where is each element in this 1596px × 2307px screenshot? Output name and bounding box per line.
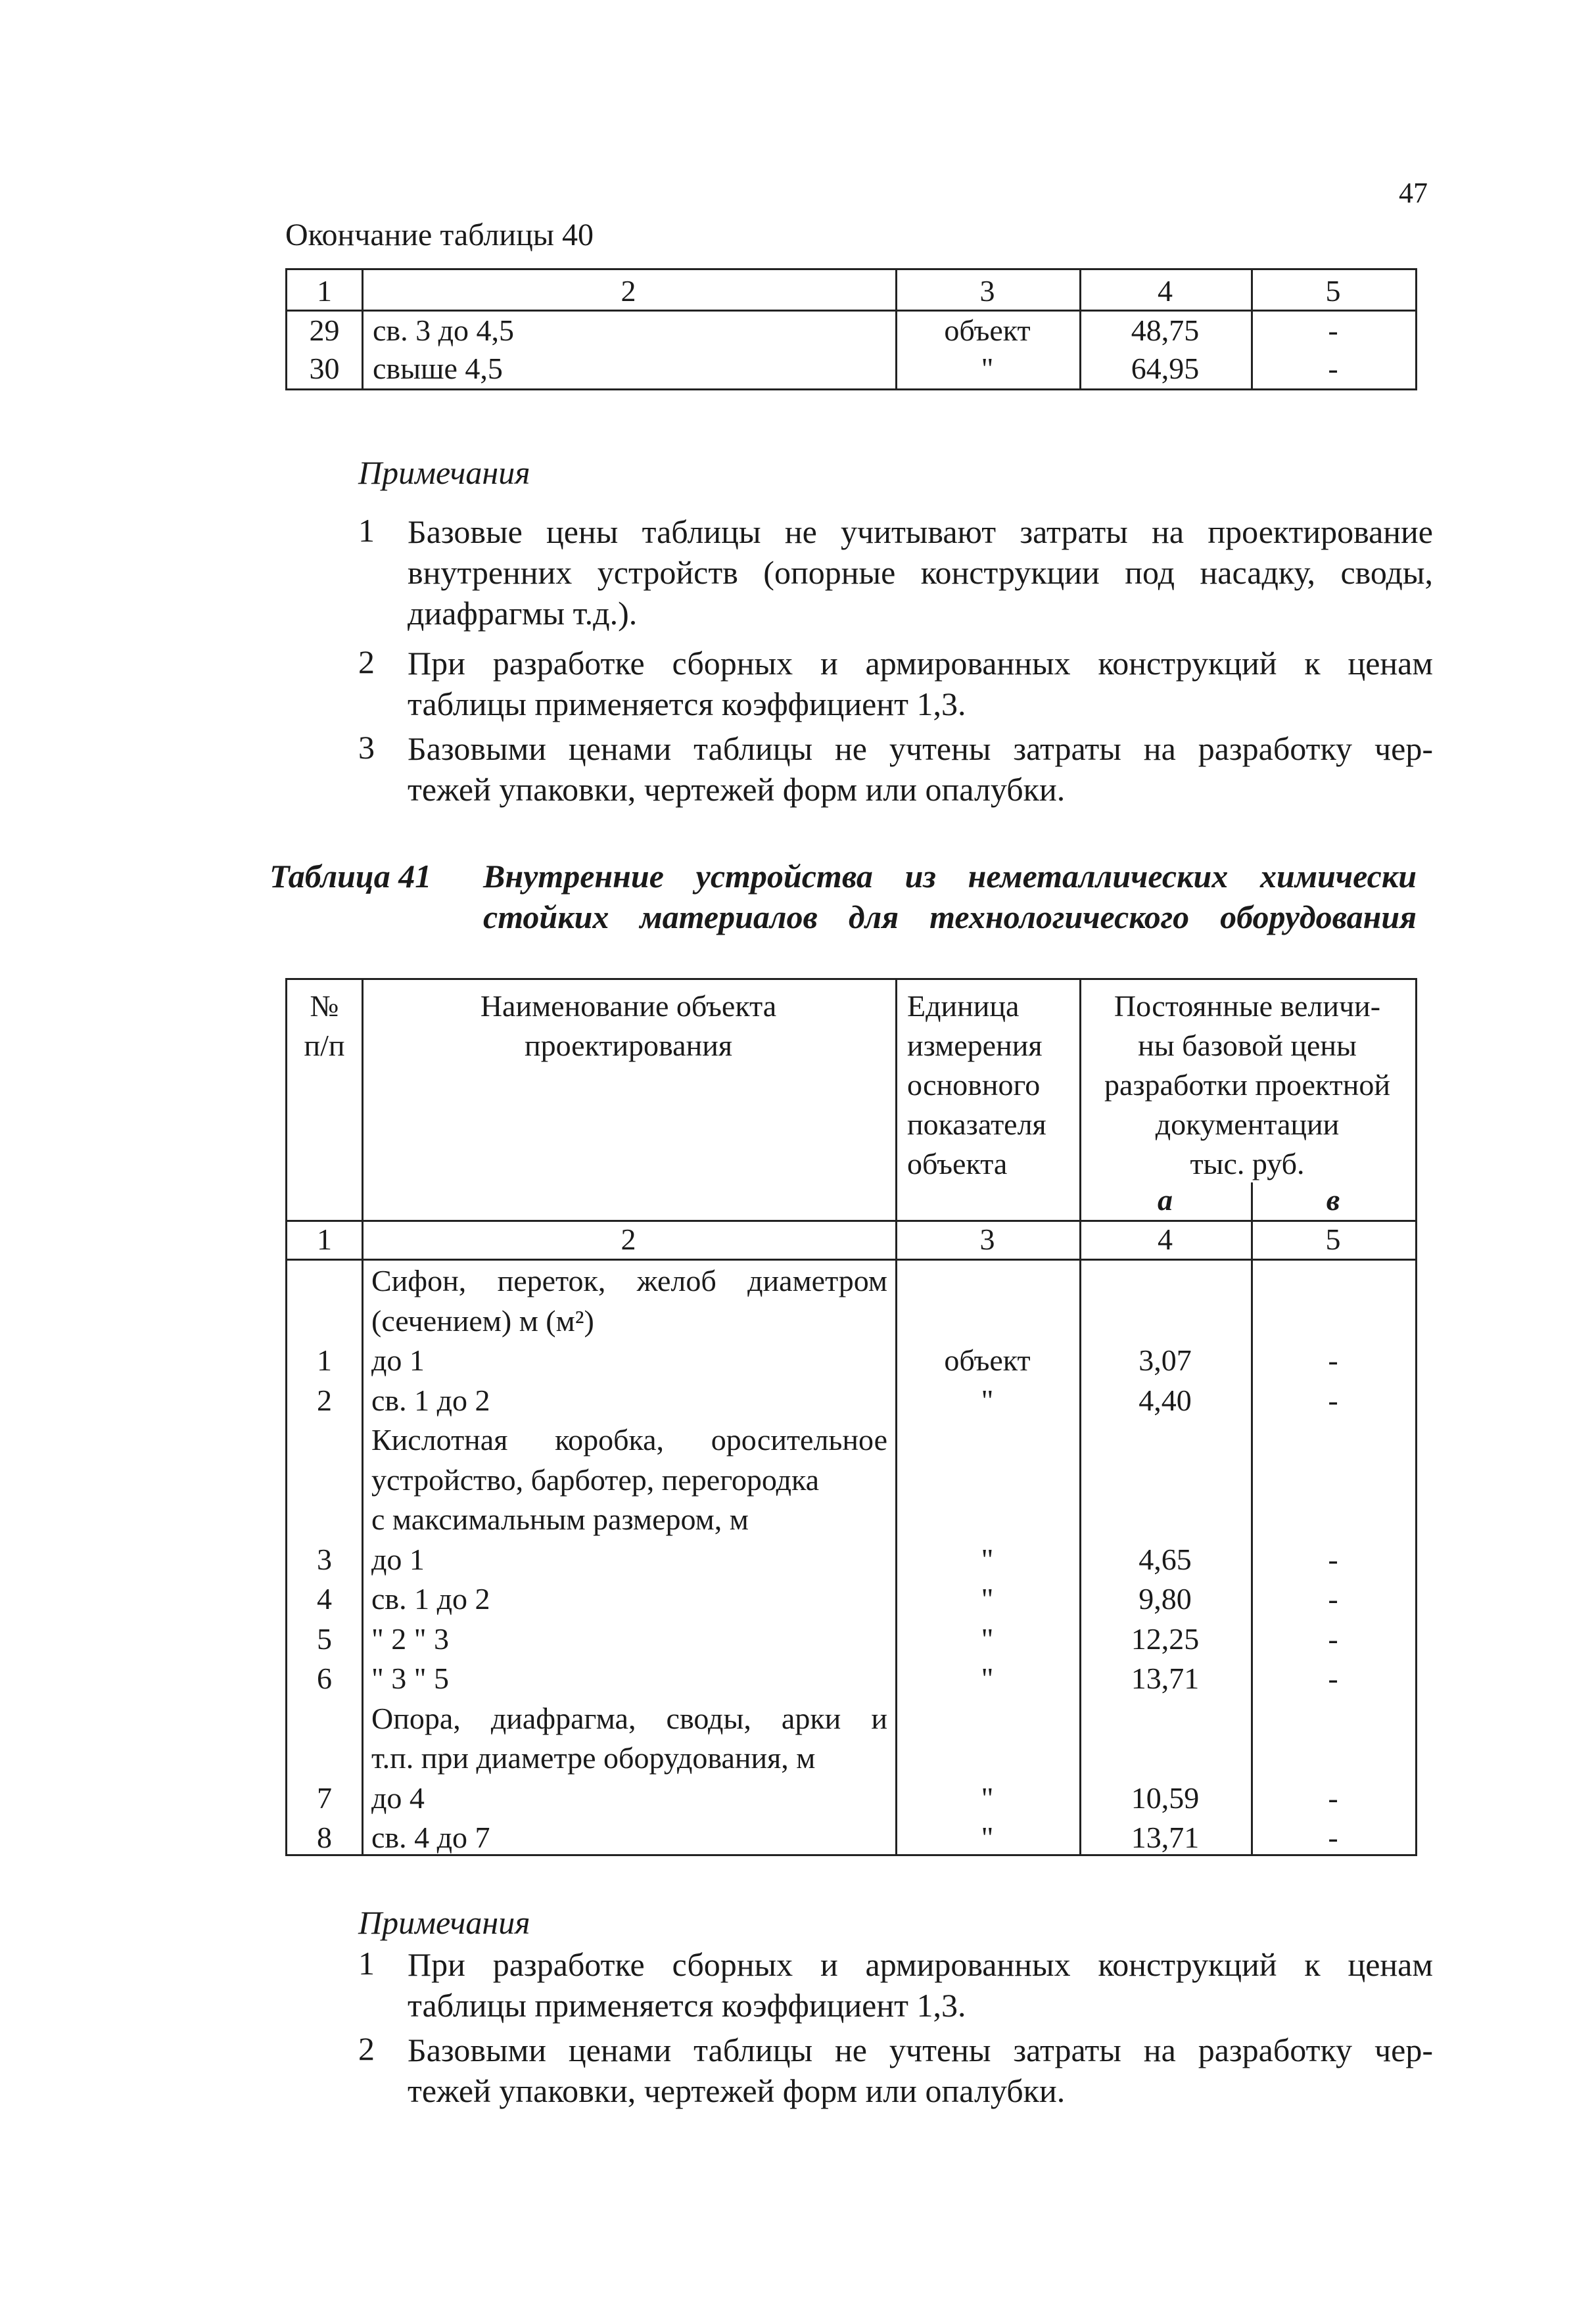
table-caption-title: Внутренние устройства из неметаллических химически стойких материалов для технологического оборудования bbox=[483, 858, 1417, 935]
price-b: - bbox=[1328, 1781, 1338, 1815]
row-number: 1 bbox=[317, 1343, 332, 1377]
row-number: 29 bbox=[309, 314, 340, 347]
note-number: 2 bbox=[358, 643, 375, 680]
object-name: (сечением) м (м²) bbox=[371, 1304, 594, 1338]
notes-heading: Примечания bbox=[358, 454, 530, 491]
object-name: " 3 " 5 bbox=[371, 1662, 450, 1695]
price-b: - bbox=[1328, 352, 1338, 385]
table-40 bbox=[285, 268, 1417, 390]
object-name: до 1 bbox=[371, 1343, 425, 1377]
object-name: св. 3 до 4,5 bbox=[373, 314, 515, 347]
unit: " bbox=[981, 352, 994, 385]
price-a: 64,95 bbox=[1131, 352, 1200, 385]
column-number: 4 bbox=[1158, 1223, 1173, 1256]
row-number: 2 bbox=[317, 1384, 332, 1417]
price-a: 13,71 bbox=[1131, 1662, 1200, 1695]
row-number: 7 bbox=[317, 1781, 332, 1815]
header-col-number: № п/п bbox=[304, 989, 345, 1062]
price-a: 9,80 bbox=[1138, 1582, 1192, 1616]
object-name: Сифон, переток, желоб диаметром bbox=[371, 1264, 887, 1297]
object-name: свыше 4,5 bbox=[373, 352, 503, 385]
unit: " bbox=[981, 1384, 994, 1417]
unit: " bbox=[981, 1622, 994, 1656]
row-number: 30 bbox=[309, 352, 340, 385]
unit: " bbox=[981, 1821, 994, 1854]
unit: " bbox=[981, 1582, 994, 1616]
object-name: до 4 bbox=[371, 1781, 425, 1815]
note-number: 1 bbox=[358, 1945, 375, 1982]
row-number: 3 bbox=[317, 1543, 332, 1576]
unit: объект bbox=[944, 1343, 1031, 1377]
object-name: св. 1 до 2 bbox=[371, 1582, 490, 1616]
note-text: Базовыми ценами таблицы не учтены затраты на разработку чер- тежей упаковки, чертежей форм или опалубки. bbox=[408, 2032, 1433, 2109]
header-col-price: Постоянные величи- ны базовой цены разработки проектной документации тыс. руб. bbox=[1104, 989, 1391, 1180]
price-b: - bbox=[1328, 1821, 1338, 1854]
header-col-name: Наименование объекта проектирования bbox=[480, 989, 777, 1062]
object-name: св. 4 до 7 bbox=[371, 1821, 490, 1854]
price-a: 13,71 bbox=[1131, 1821, 1200, 1854]
unit: " bbox=[981, 1543, 994, 1576]
column-number: 1 bbox=[317, 1223, 332, 1256]
column-number: 3 bbox=[979, 1223, 995, 1256]
column-number: 5 bbox=[1325, 1223, 1341, 1256]
object-name: с максимальным размером, м bbox=[371, 1503, 749, 1536]
note-number: 1 bbox=[358, 512, 375, 549]
price-a: 48,75 bbox=[1131, 314, 1200, 347]
table-41 bbox=[285, 978, 1417, 1856]
note-number: 2 bbox=[358, 2030, 375, 2067]
table-header-cell: 5 bbox=[1325, 274, 1341, 308]
object-name: до 1 bbox=[371, 1543, 425, 1576]
note-text: При разработке сборных и армированных конструкций к ценам таблицы применяется коэффициент 1,3. bbox=[408, 645, 1433, 722]
object-name: " 2 " 3 bbox=[371, 1622, 450, 1656]
continuation-title: Окончание таблицы 40 bbox=[285, 218, 594, 252]
unit: " bbox=[981, 1781, 994, 1815]
price-a: 4,65 bbox=[1138, 1543, 1192, 1576]
row-number: 8 bbox=[317, 1821, 332, 1854]
price-b: - bbox=[1328, 1384, 1338, 1417]
price-b: - bbox=[1328, 1622, 1338, 1656]
price-a: 10,59 bbox=[1131, 1781, 1200, 1815]
price-a: 4,40 bbox=[1138, 1384, 1192, 1417]
header-sub-b: в bbox=[1326, 1183, 1340, 1217]
price-b: - bbox=[1328, 314, 1338, 347]
object-name: Кислотная коробка, оросительное bbox=[371, 1423, 887, 1456]
table-header-cell: 3 bbox=[979, 274, 995, 308]
notes-heading: Примечания bbox=[358, 1904, 530, 1941]
note-number: 3 bbox=[358, 729, 375, 766]
price-b: - bbox=[1328, 1343, 1338, 1377]
note-text: Базовыми ценами таблицы не учтены затраты на разработку чер- тежей упаковки, чертежей форм или опалубки. bbox=[408, 730, 1433, 808]
price-b: - bbox=[1328, 1662, 1338, 1695]
note-text: Базовые цены таблицы не учитывают затраты на проектирование внутренних устройств (опорные конструкции под насадку, своды, диафрагмы т.д.). bbox=[408, 513, 1433, 632]
unit: " bbox=[981, 1662, 994, 1695]
table-caption-label: Таблица 41 bbox=[270, 858, 432, 895]
object-name: устройство, барботер, перегородка bbox=[371, 1463, 820, 1497]
page-number: 47 bbox=[1399, 177, 1428, 209]
row-number: 4 bbox=[317, 1582, 332, 1616]
price-a: 3,07 bbox=[1138, 1343, 1192, 1377]
unit: объект bbox=[944, 314, 1031, 347]
object-name: Опора, диафрагма, своды, арки и bbox=[371, 1702, 887, 1735]
object-name: св. 1 до 2 bbox=[371, 1384, 490, 1417]
table-header-cell: 4 bbox=[1158, 274, 1173, 308]
note-text: При разработке сборных и армированных конструкций к ценам таблицы применяется коэффициент 1,3. bbox=[408, 1946, 1433, 2024]
column-number: 2 bbox=[621, 1223, 636, 1256]
price-b: - bbox=[1328, 1582, 1338, 1616]
table-header-cell: 2 bbox=[621, 274, 636, 308]
price-a: 12,25 bbox=[1131, 1622, 1200, 1656]
row-number: 5 bbox=[317, 1622, 332, 1656]
price-b: - bbox=[1328, 1543, 1338, 1576]
row-number: 6 bbox=[317, 1662, 332, 1695]
table-header-cell: 1 bbox=[317, 274, 332, 308]
object-name: т.п. при диаметре оборудования, м bbox=[371, 1741, 816, 1775]
header-sub-a: а bbox=[1158, 1183, 1173, 1217]
header-col-unit: Единица измерения основного показателя объекта bbox=[907, 989, 1046, 1180]
